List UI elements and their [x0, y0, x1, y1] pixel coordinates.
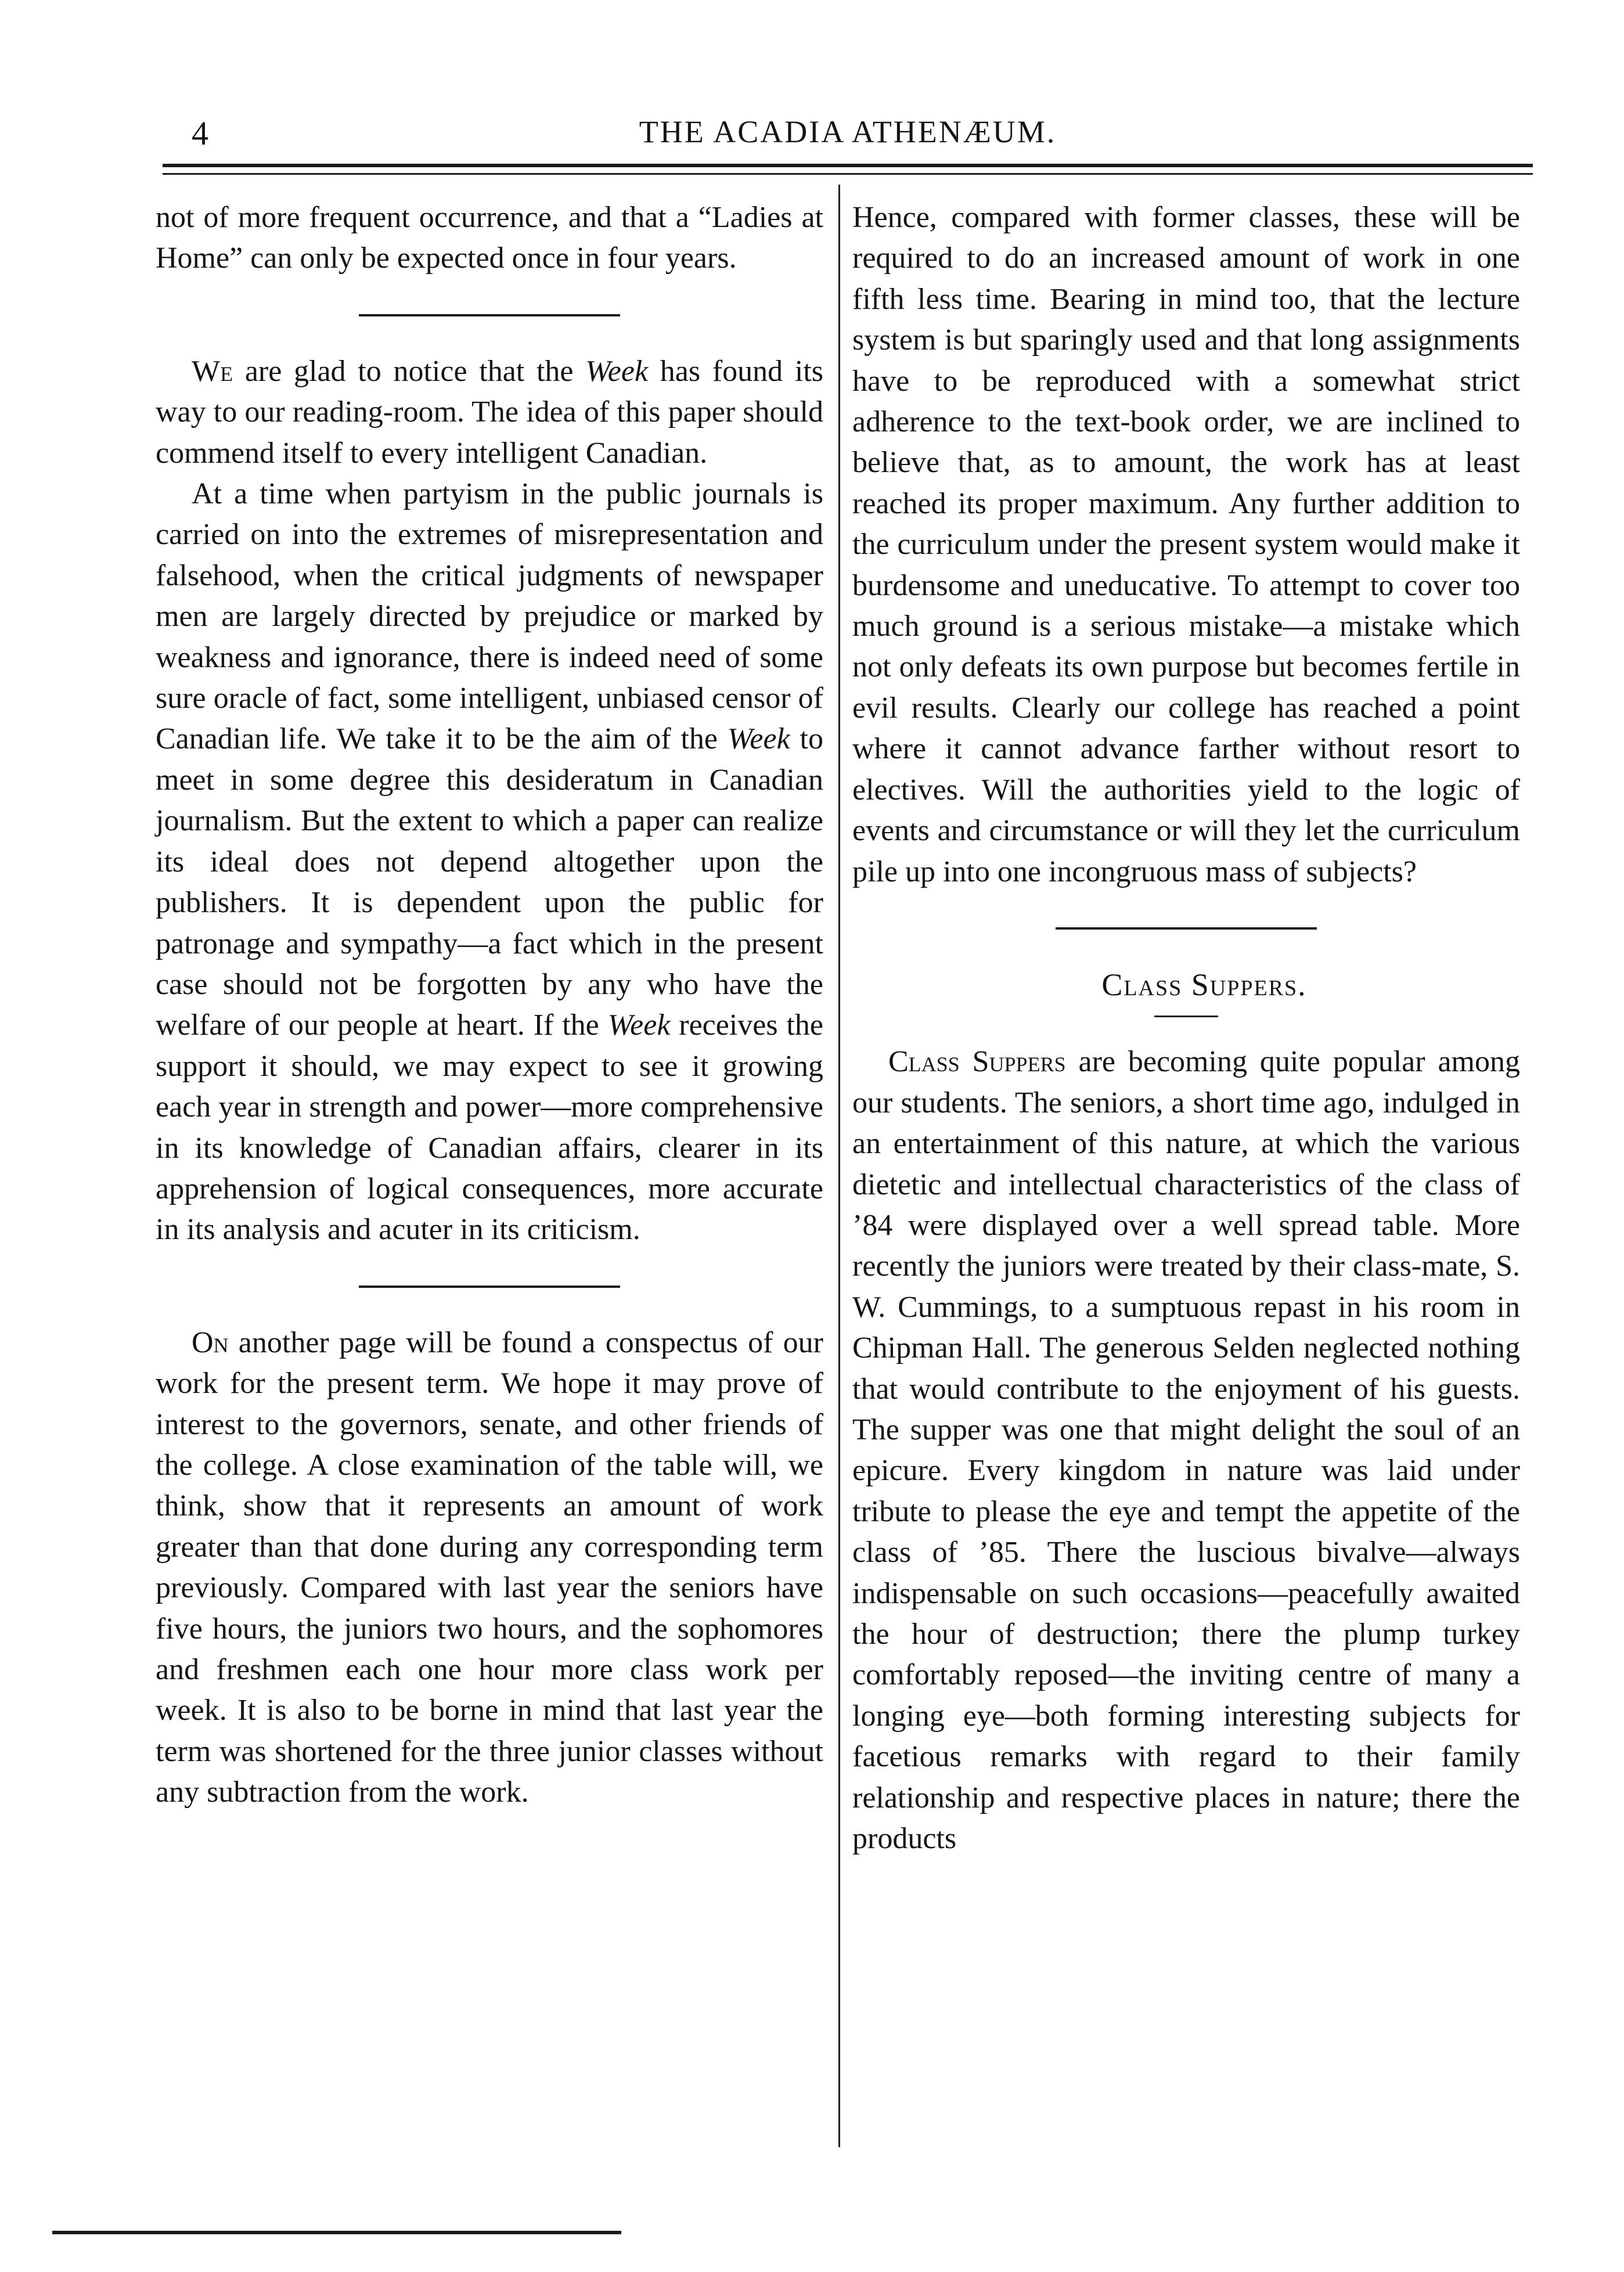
header-rule-thick — [163, 164, 1533, 167]
class-suppers-paragraph: Class Suppers are becoming quite popular among our students. The seniors, a short time ago, indulged in an entertainment of this nature, at which the various dietetic and intellectual characteristics of the class of ’84 were displayed over a well spread table. More recently the juniors were treated by their class-mate, S. W. Cummings, to a sumptuous repast in his room in Chipman Hall. The generous Selden neglected nothing that would contribute to the enjoyment of his guests. The supper was one that might delight the soul of an epicure. Every kingdom in nature was laid under tribute to please the eye and tempt the appetite of the class of ’85. There the luscious bivalve—always indispensable on such occasions—peacefully awaited the hour of destruction; there the plump turkey comfortably reposed—the inviting centre of many a longing eye—both forming interesting subjects for facetious remarks with regard to their family relationship and respective places in nature; there the products — [852, 1045, 1520, 1856]
section-separator — [359, 1286, 620, 1288]
conspectus-paragraph: On another page will be found a conspectus of our work for the present term. We hope it may prove of interest to the governors, senate, and other friends of the college. A close examination of the table will, we think, show that it represents an amount of work greater than that done during any corresponding term previously. Compared with last year the seniors have five hours, the juniors two hours, and the sophomores and freshmen each one hour more class work per week. It is also to be borne in mind that last year the term was shortened for the three junior classes without any subtraction from the work. — [156, 1326, 823, 1809]
page-number: 4 — [192, 114, 208, 152]
footer-rule — [52, 2231, 621, 2234]
curriculum-paragraph: Hence, compared with former classes, these will be required to do an increased amount of work in one fifth less time. Bearing in mind too, that the lecture system is but sparingly used and that long assignments have to be reproduced with a somewhat strict adherence to the text-book order, we are inclined to believe that, as to amount, the work has at least reached its proper maximum. Any further addition to the curriculum under the present system would make it burdensome and uneducative. To attempt to cover too much ground is a serious mistake—a mistake which not only defeats its own purpose but becomes fertile in evil results. Clearly our college has reached a point where it cannot advance farther without resort to electives. Will the authorities yield to the logic of events and circumstance or will they let the curriculum pile up into one incongruous mass of subjects? — [852, 201, 1520, 888]
lead-word: We — [192, 354, 233, 388]
page-header — [163, 109, 1533, 167]
lead-word: Class Suppers — [888, 1045, 1066, 1079]
periodical-name: Week — [607, 1009, 671, 1042]
periodical-name: Week — [585, 354, 649, 388]
section-separator — [359, 314, 620, 316]
left-column — [156, 197, 823, 1813]
week-notice-paragraph: We are glad to notice that the Week has found its way to our reading-room. The idea of this paper should commend itself to every intelligent Canadian. — [156, 354, 823, 470]
periodical-name: Week — [727, 722, 790, 756]
partyism-paragraph: At a time when partyism in the public journals is carried on into the extremes of misrepresentation and falsehood, when the critical judgments of newspaper men are largely directed by prejudice or marked by weakness and ignorance, there is indeed need of some sure oracle of fact, some intelligent, unbiased censor of Canadian life. We take it to be the aim of the Week to meet in some degree this desideratum in Canadian journalism. But the extent to which a paper can realize its ideal does not depend altogether upon the publishers. It is dependent upon the public for patronage and sympathy—a fact which in the present case should not be forgotten by any who have the welfare of our people at heart. If the Week receives the support it should, we may expect to see it growing each year in strength and power—more comprehensive in its knowledge of Canadian affairs, clearer in its apprehension of logical consequences, more accurate in its analysis and acuter in its criticism. — [156, 477, 824, 1247]
lead-word: On — [192, 1326, 229, 1359]
column-divider — [838, 185, 840, 2147]
section-separator — [1056, 927, 1317, 930]
section-heading: Class Suppers. — [1101, 967, 1307, 1002]
continued-paragraph: not of more frequent occurrence, and that a “Ladies at Home” can only be expected once in four years. — [156, 201, 823, 275]
masthead-title: THE ACADIA ATHENÆUM. — [639, 114, 1057, 149]
heading-underline — [1154, 1016, 1218, 1017]
header-rule-thin — [163, 173, 1533, 175]
right-column — [852, 197, 1520, 1859]
